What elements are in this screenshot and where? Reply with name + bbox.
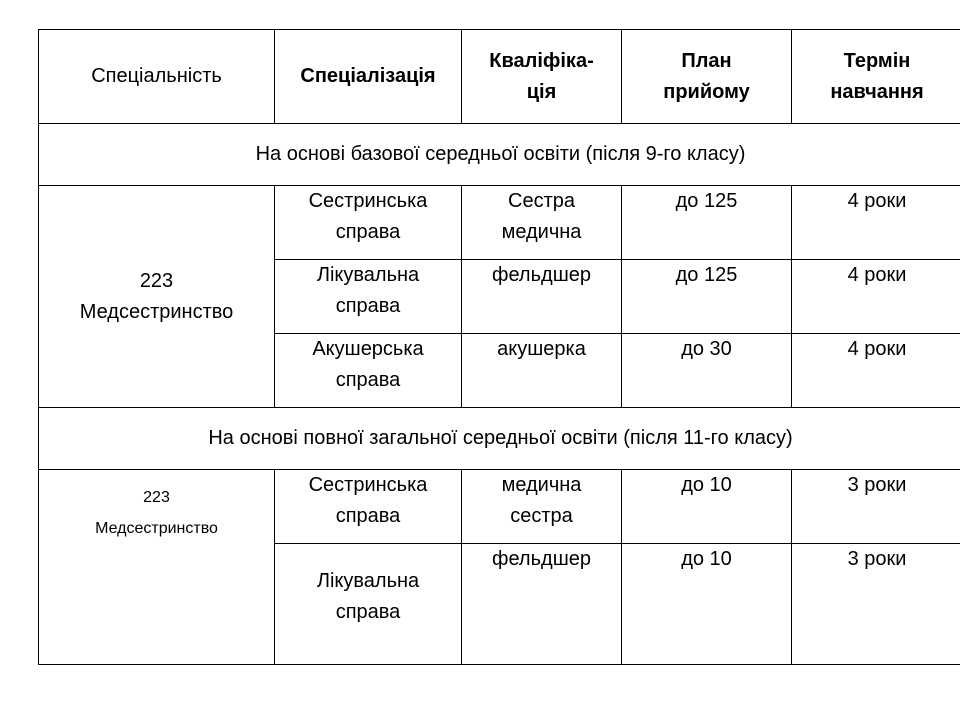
qualification-line1: фельдшер [492, 548, 591, 570]
specialization-line1: Акушерська [312, 338, 424, 360]
specialization-cell [275, 260, 462, 334]
term-cell [792, 334, 960, 408]
specialty-cell [39, 186, 275, 408]
qualification-line2: сестра [510, 505, 573, 527]
specialization-line2: справа [335, 369, 401, 391]
table-row [39, 186, 960, 260]
header-specialization-text: Спеціалізація [300, 65, 436, 87]
header-qualification-line1: Кваліфіка- [489, 49, 594, 72]
qualification-line1: Сестра [508, 190, 575, 212]
term-value: 4 роки [847, 190, 907, 212]
plan-value: до 125 [675, 190, 738, 212]
section-title [39, 408, 960, 470]
plan-value: до 10 [681, 474, 732, 496]
specialization-line1: Лікувальна [316, 264, 420, 286]
qualification-line2: медична [501, 221, 582, 243]
qualification-cell [462, 470, 622, 544]
term-value: 4 роки [847, 338, 907, 360]
specialty-cell [39, 470, 275, 665]
header-specialty-text: Спеціальність [91, 65, 222, 87]
qualification-cell [462, 186, 622, 260]
specialization-cell [275, 544, 462, 665]
plan-value: до 30 [681, 338, 732, 360]
term-value: 3 роки [847, 474, 907, 496]
qualification-line1: фельдшер [492, 264, 591, 286]
section-title-row [39, 408, 960, 470]
plan-value: до 10 [681, 548, 732, 570]
admission-table [38, 29, 960, 665]
qualification-cell [462, 544, 622, 665]
header-plan [622, 30, 792, 124]
section-title-text: На основі повної загальної середньої освіти (після 11-го класу) [208, 427, 793, 449]
plan-value: до 125 [675, 264, 738, 286]
header-qualification-line2: ція [526, 80, 557, 103]
specialization-line1: Лікувальна [316, 570, 420, 592]
header-plan-line1: План [681, 49, 732, 72]
section-title-text: На основі базової середньої освіти (після 9-го класу) [255, 143, 746, 165]
specialization-line1: Сестринська [308, 190, 428, 212]
term-value: 3 роки [847, 548, 907, 570]
header-qualification [462, 30, 622, 124]
term-cell [792, 186, 960, 260]
specialty-name: Медсестринство [79, 300, 234, 323]
term-cell [792, 260, 960, 334]
specialization-cell [275, 334, 462, 408]
specialization-line2: справа [335, 295, 401, 317]
table-row [39, 470, 960, 544]
plan-cell [622, 260, 792, 334]
header-row [39, 30, 960, 124]
header-term-line2: навчання [830, 80, 924, 103]
qualification-cell [462, 334, 622, 408]
specialization-line2: справа [335, 601, 401, 623]
plan-cell [622, 544, 792, 665]
qualification-line1: медична [501, 474, 582, 496]
plan-cell [622, 470, 792, 544]
specialization-line2: справа [335, 505, 401, 527]
header-term-line1: Термін [843, 49, 911, 72]
header-specialization [275, 30, 462, 124]
specialization-cell [275, 186, 462, 260]
qualification-line1: акушерка [497, 338, 586, 360]
specialization-cell [275, 470, 462, 544]
specialty-code: 223 [139, 269, 174, 292]
specialty-name: Медсестринство [95, 520, 218, 537]
header-plan-line2: прийому [663, 80, 750, 103]
section-title [39, 124, 960, 186]
plan-cell [622, 334, 792, 408]
qualification-cell [462, 260, 622, 334]
specialization-line1: Сестринська [308, 474, 428, 496]
specialization-line2: справа [335, 221, 401, 243]
header-term [792, 30, 960, 124]
specialty-code: 223 [143, 489, 170, 506]
section-title-row [39, 124, 960, 186]
term-cell [792, 544, 960, 665]
header-specialty [39, 30, 275, 124]
term-value: 4 роки [847, 264, 907, 286]
term-cell [792, 470, 960, 544]
plan-cell [622, 186, 792, 260]
